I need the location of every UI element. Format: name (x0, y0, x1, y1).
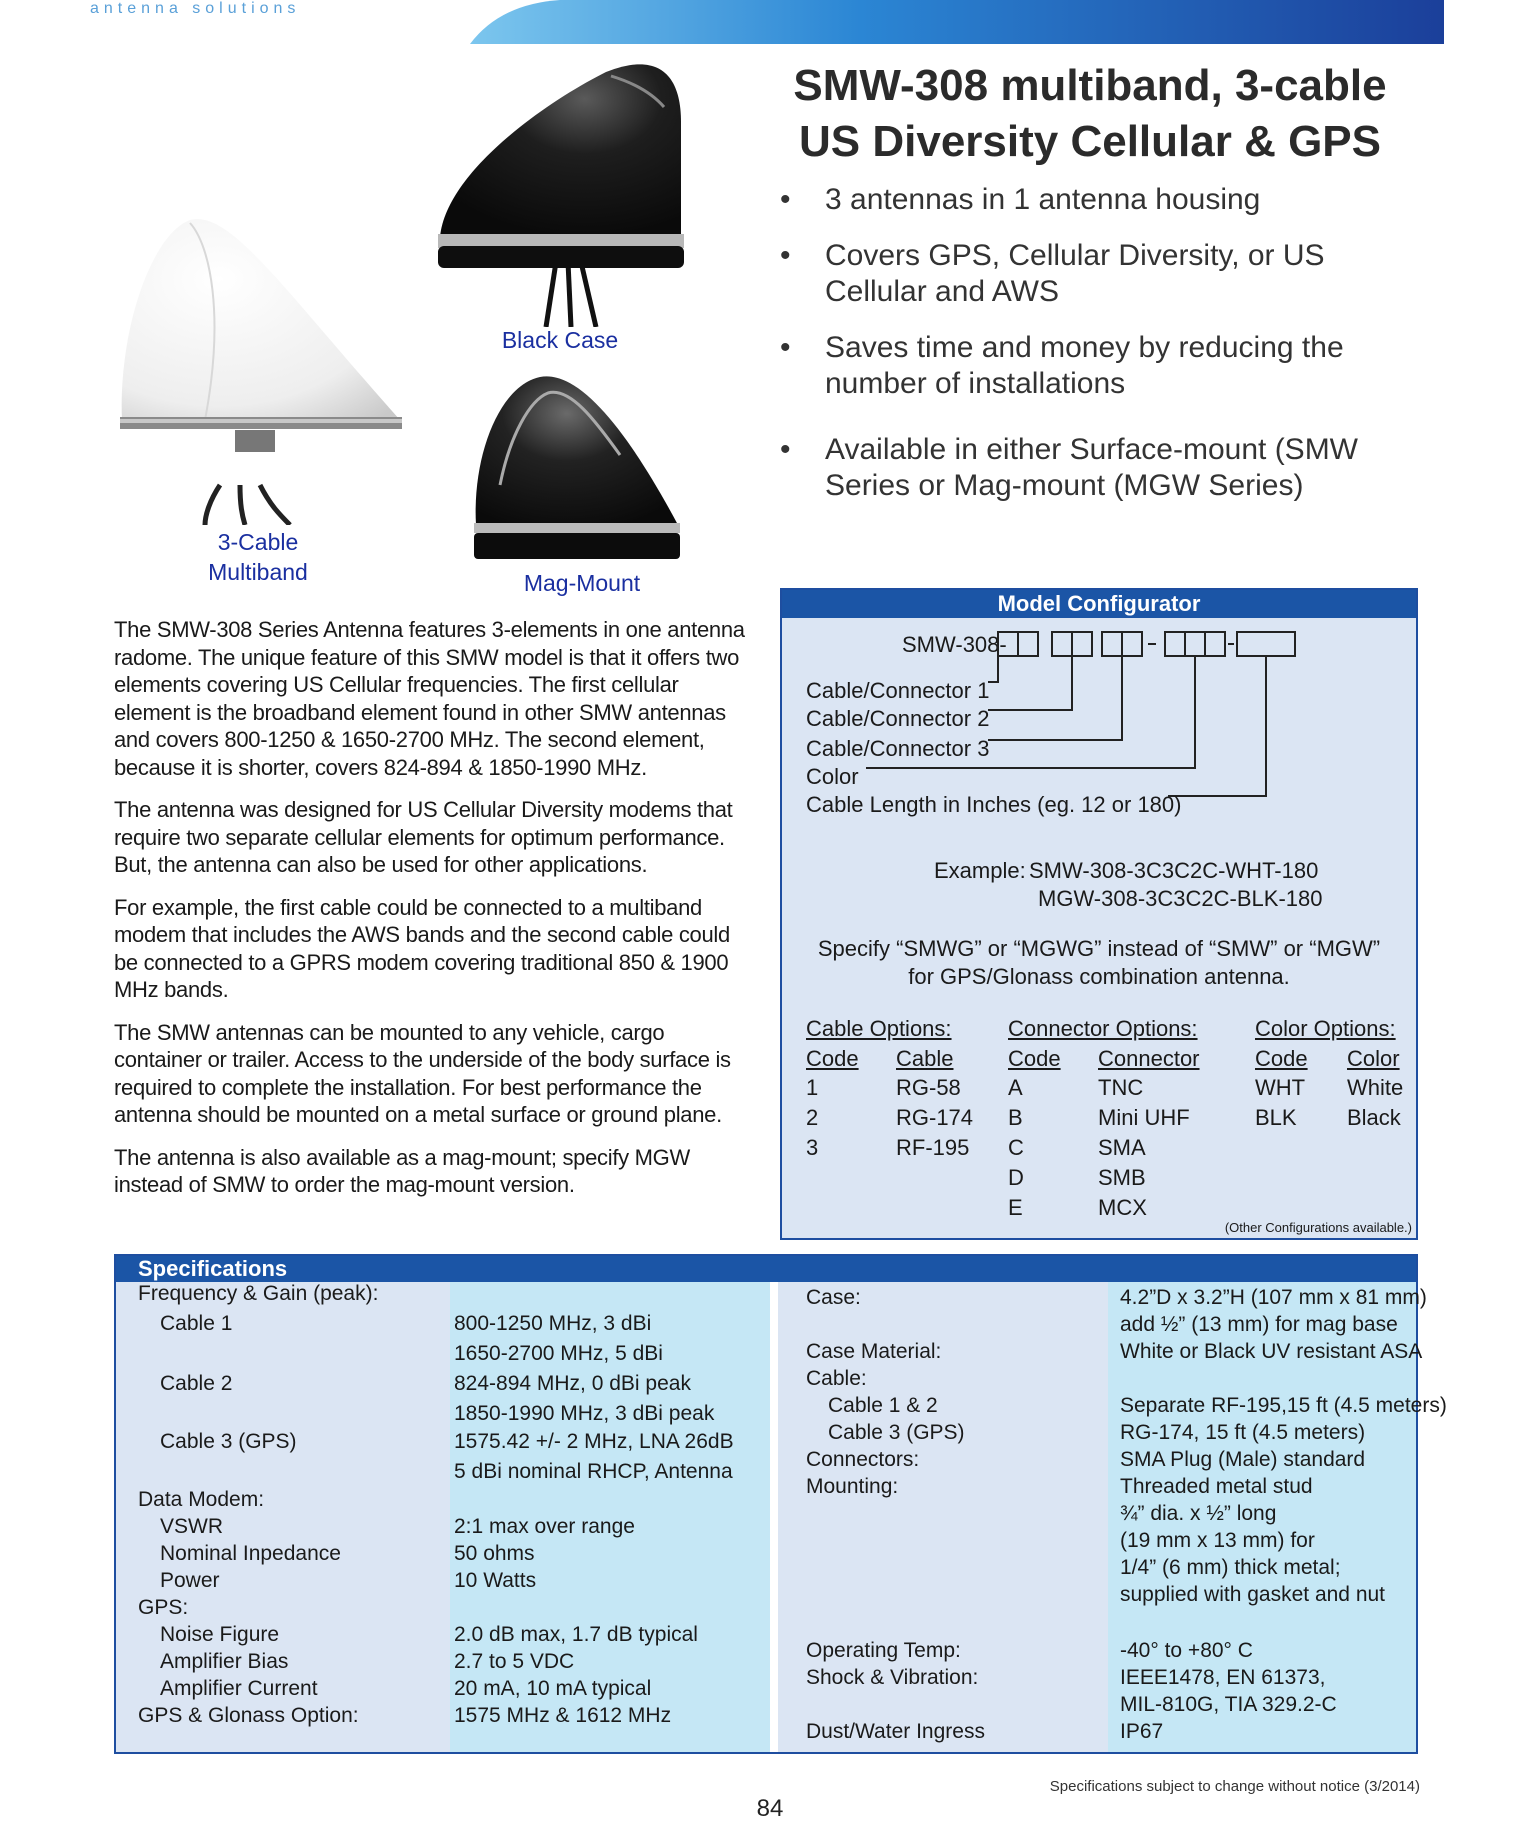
spec-label: Connectors: (806, 1448, 920, 1471)
connector-type: MCX (1098, 1195, 1147, 1220)
spec-label: GPS & Glonass Option: (138, 1704, 359, 1727)
spec-label: Cable: (806, 1367, 867, 1390)
spec-label: GPS: (138, 1596, 189, 1619)
spec-value: White or Black UV resistant ASA (1120, 1340, 1423, 1363)
page-number: 84 (756, 1795, 784, 1822)
spec-value: 5 dBi nominal RHCP, Antenna (454, 1460, 733, 1483)
spec-value: 800-1250 MHz, 3 dBi (454, 1312, 652, 1335)
cable-type: RG-58 (896, 1075, 961, 1100)
spec-label: Cable 3 (GPS) (160, 1430, 297, 1453)
color-options-heading: Color Options: (1255, 1016, 1396, 1041)
connector-code: B (1008, 1105, 1023, 1130)
spec-value: MIL-810G, TIA 329.2-C (1120, 1693, 1337, 1716)
spec-value: -40° to +80° C (1120, 1639, 1253, 1662)
spec-label: Amplifier Current (160, 1677, 318, 1700)
spec-value: 1650-2700 MHz, 5 dBi (454, 1342, 663, 1365)
spec-value: 1850-1990 MHz, 3 dBi peak (454, 1402, 715, 1425)
cable-type: RG-174 (896, 1105, 974, 1130)
spec-label: Shock & Vibration: (806, 1666, 979, 1689)
spec-value: 10 Watts (454, 1569, 537, 1592)
bullet-icon: • (780, 183, 791, 216)
spec-label: Cable 1 & 2 (828, 1394, 938, 1417)
spec-value: add ½” (13 mm) for mag base (1120, 1313, 1398, 1336)
color-name: White (1347, 1075, 1404, 1100)
configurator-heading: Model Configurator (782, 590, 1416, 618)
color-name: Black (1347, 1105, 1401, 1130)
description-paragraph: The SMW antennas can be mounted to any vehicle, cargo container or trailer. Access to the underside of the body surface is required to complete the installation. For best performance the antenna should be mounted on a metal surface or ground plane. (114, 1019, 731, 1127)
spec-value: 2.0 dB max, 1.7 dB typical (454, 1623, 698, 1646)
spec-value: Separate RF-195,15 ft (4.5 meters) (1120, 1394, 1447, 1417)
connector-type: TNC (1098, 1075, 1144, 1100)
spec-label: VSWR (160, 1515, 223, 1538)
spec-value: 1/4” (6 mm) thick metal; (1120, 1556, 1341, 1579)
example-1: SMW-308-3C3C2C-WHT-180 (1029, 858, 1319, 883)
spec-label: Cable 1 (160, 1312, 233, 1335)
caption-3-cable: 3-Cable Multiband (208, 529, 308, 585)
spec-value: IP67 (1120, 1720, 1164, 1743)
spec-label: Cable 2 (160, 1372, 233, 1395)
spec-column-gap (770, 1282, 778, 1752)
description-paragraph: The SMW-308 Series Antenna features 3-elements in one antenna radome. The unique feature of this SMW model is that it offers two elements covering US Cellular frequencies. The first cellular element is the broadband element found in other SMW antennas and covers 800-1250 & 1650-2700 MHz. The second element, because it is shorter, covers 824-894 & 1850-1990 MHz. (114, 617, 745, 780)
cable-code: 3 (806, 1135, 819, 1160)
black-antenna-image (436, 62, 686, 327)
spec-value: 4.2”D x 3.2”H (107 mm x 81 mm) (1120, 1286, 1427, 1309)
config-label-cable-length: Cable Length in Inches (eg. 12 or 180) (806, 792, 1182, 817)
spec-value: Threaded metal stud (1120, 1475, 1313, 1498)
configurator-footnote: (Other Configurations available.) (1224, 1220, 1412, 1235)
change-notice: Specifications subject to change without notice (3/2014) (1049, 1778, 1420, 1795)
connector-code: C (1008, 1135, 1024, 1160)
cable-code: 2 (806, 1105, 819, 1130)
color-header: Color (1347, 1046, 1400, 1071)
model-prefix: SMW-308- (902, 632, 1007, 657)
connector-code: E (1008, 1195, 1023, 1220)
feature-item: • Available in either Surface-mount (SMW Series or Mag-mount (MGW Series) (780, 433, 1358, 502)
spec-label: Power (160, 1569, 220, 1592)
cable-code-header: Code (806, 1046, 859, 1071)
spec-value: (19 mm x 13 mm) for (1120, 1529, 1315, 1552)
cable-type: RF-195 (896, 1135, 970, 1160)
caption-mag-mount: Mag-Mount (523, 570, 641, 596)
white-antenna-image (110, 215, 410, 525)
connector-code-header: Code (1008, 1046, 1061, 1071)
spec-label: Case: (806, 1286, 861, 1309)
color-code: BLK (1255, 1105, 1297, 1130)
feature-list (780, 182, 1420, 524)
spec-value: SMA Plug (Male) standard (1120, 1448, 1366, 1471)
description-paragraph: The antenna was designed for US Cellular Diversity modems that require two separate cellular elements for optimum performance. But, the antenna can also be used for other applications. (114, 797, 733, 877)
specifications-heading: Specifications (116, 1256, 1416, 1282)
spec-value: supplied with gasket and nut (1120, 1583, 1386, 1606)
spec-value: 20 mA, 10 mA typical (454, 1677, 652, 1700)
bullet-icon: • (780, 239, 791, 272)
specify-line-1: Specify “SMWG” or “MGWG” instead of “SMW” or “MGW” (817, 936, 1381, 961)
example-2: MGW-308-3C3C2C-BLK-180 (1038, 886, 1323, 911)
spec-value: 824-894 MHz, 0 dBi peak (454, 1372, 691, 1395)
spec-label: Noise Figure (160, 1623, 280, 1646)
config-label-cable-connector-1: Cable/Connector 1 (806, 678, 990, 703)
title-line-2: US Diversity Cellular & GPS (799, 117, 1381, 166)
description-paragraph: For example, the first cable could be connected to a multiband modem that includes the AWS bands and the second cable could be connected to a GPRS modem covering traditional 850 & 1900 MHz bands. (114, 894, 730, 1002)
spec-label: Cable 3 (GPS) (828, 1421, 965, 1444)
spec-label: Frequency & Gain (peak): (138, 1282, 379, 1305)
title-line-1: SMW-308 multiband, 3-cable (793, 61, 1387, 110)
bullet-icon: • (780, 433, 791, 466)
specifications-table (114, 1254, 1447, 1754)
feature-item: • Saves time and money by reducing the number of installations (780, 331, 1344, 400)
connector-type: SMB (1098, 1165, 1146, 1190)
spec-value: ¾” dia. x ½” long (1120, 1502, 1277, 1525)
connector-options-heading: Connector Options: (1008, 1016, 1198, 1041)
bullet-icon: • (780, 331, 791, 364)
connector-code: A (1008, 1075, 1023, 1100)
spec-label: Amplifier Bias (160, 1650, 289, 1673)
spec-value: 2.7 to 5 VDC (454, 1650, 575, 1673)
cable-code: 1 (806, 1075, 819, 1100)
spec-value: 1575 MHz & 1612 MHz (454, 1704, 672, 1727)
color-code-header: Code (1255, 1046, 1308, 1071)
spec-label: Case Material: (806, 1340, 942, 1363)
cable-options-heading: Cable Options: (806, 1016, 952, 1041)
spec-label: Nominal Inpedance (160, 1542, 341, 1565)
connector-type: Mini UHF (1098, 1105, 1190, 1130)
page-title (740, 58, 1440, 170)
mag-mount-antenna-image (470, 375, 685, 560)
spec-label: Dust/Water Ingress (806, 1720, 985, 1743)
spec-value: 1575.42 +/- 2 MHz, LNA 26dB (454, 1430, 734, 1453)
spec-label: Data Modem: (138, 1488, 265, 1511)
feature-item: • 3 antennas in 1 antenna housing (780, 183, 1261, 216)
connector-header: Connector (1098, 1046, 1200, 1071)
caption-black-case: Black Case (501, 327, 619, 353)
config-label-color: Color (806, 764, 859, 789)
color-code: WHT (1255, 1075, 1306, 1100)
config-label-cable-connector-2: Cable/Connector 2 (806, 706, 990, 731)
brand-tagline: antenna solutions (90, 0, 301, 17)
description-paragraph: The antenna is also available as a mag-mount; specify MGW instead of SMW to order the mag-mount version. (114, 1144, 690, 1197)
connector-type: SMA (1098, 1135, 1146, 1160)
product-description (114, 616, 754, 1214)
spec-value: RG-174, 15 ft (4.5 meters) (1120, 1421, 1366, 1444)
spec-value: 2:1 max over range (454, 1515, 635, 1538)
specify-line-2: for GPS/Glonass combination antenna. (908, 964, 1290, 989)
model-configurator (780, 588, 1418, 1240)
connector-code: D (1008, 1165, 1024, 1190)
config-label-cable-connector-3: Cable/Connector 3 (806, 736, 990, 761)
cable-header: Cable (896, 1046, 954, 1071)
spec-value: IEEE1478, EN 61373, (1120, 1666, 1326, 1689)
feature-item: • Covers GPS, Cellular Diversity, or US Cellular and AWS (780, 239, 1325, 308)
example-label: Example: (934, 858, 1026, 883)
spec-label: Operating Temp: (806, 1639, 961, 1662)
spec-label: Mounting: (806, 1475, 899, 1498)
spec-value: 50 ohms (454, 1542, 535, 1565)
